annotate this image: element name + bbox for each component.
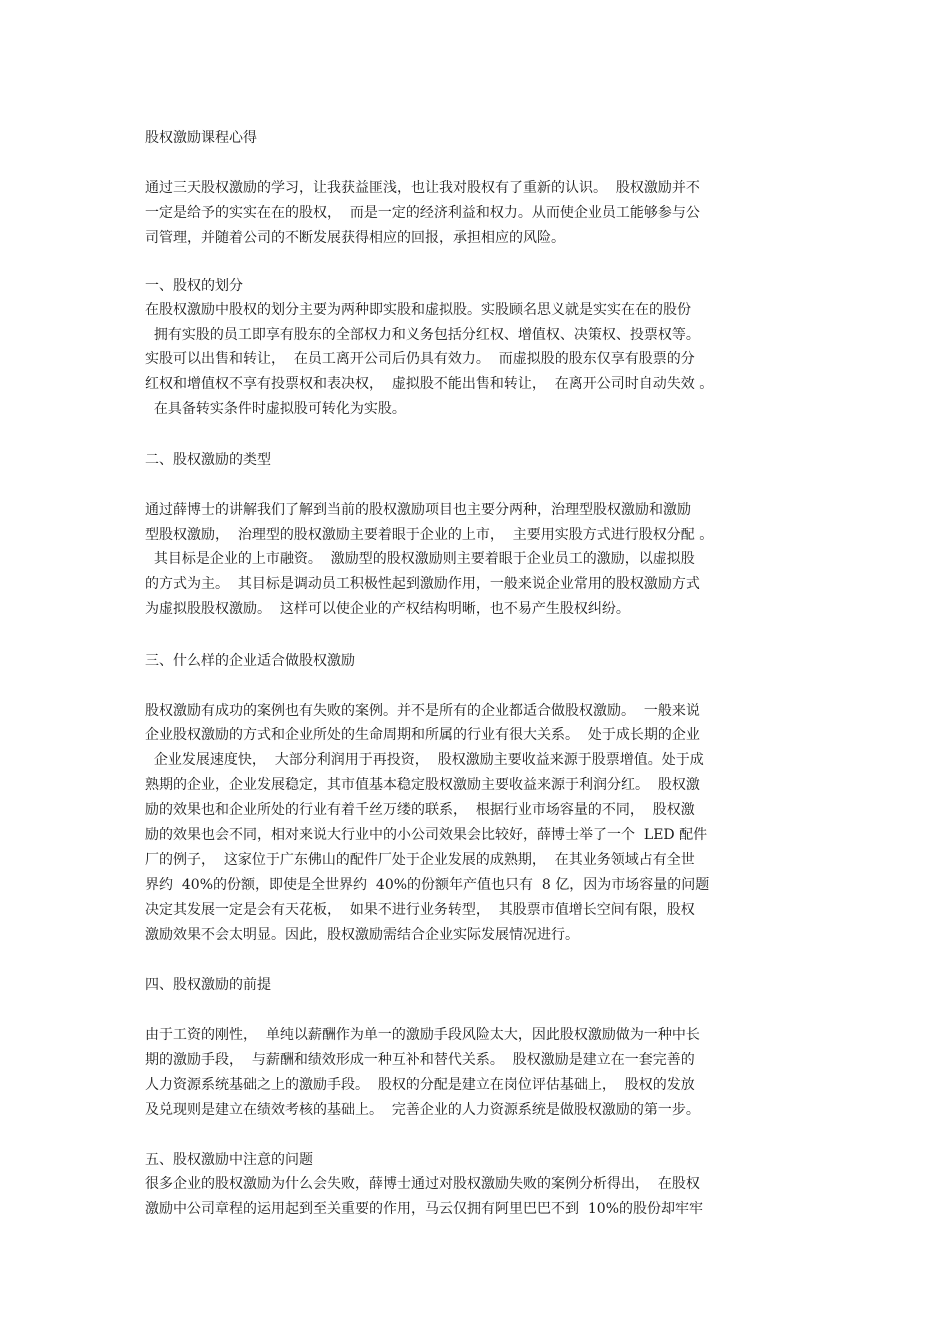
section-heading: 四、股权激励的前提	[145, 977, 271, 993]
paragraph-line: 为虚拟股股权激励。 这样可以使企业的产权结构明晰，也不易产生股权纠纷。	[145, 601, 630, 617]
section-heading: 三、什么样的企业适合做股权激励	[145, 653, 355, 669]
paragraph-line: 熟期的企业，企业发展稳定，其市值基本稳定股权激励主要收益来源于利润分红。 股权激	[145, 777, 700, 793]
paragraph-line: 及兑现则是建立在绩效考核的基础上。 完善企业的人力资源系统是做股权激励的第一步。	[145, 1102, 700, 1118]
paragraph-line: 由于工资的刚性， 单纯以薪酬作为单一的激励手段风险太大，因此股权激励做为一种中长	[145, 1027, 700, 1043]
document-title: 股权激励课程心得	[145, 130, 257, 146]
paragraph-line: 期的激励手段， 与薪酬和绩效形成一种互补和替代关系。 股权激励是建立在一套完善的	[145, 1052, 695, 1068]
paragraph-line: 厂的例子， 这家位于广东佛山的配件厂处于企业发展的成熟期， 在其业务领域占有全世	[145, 852, 695, 868]
paragraph-line: 激励中公司章程的运用起到至关重要的作用，马云仅拥有阿里巴巴不到 10%的股份却牢牢	[145, 1201, 704, 1217]
paragraph-line: 通过薛博士的讲解我们了解到当前的股权激励项目也主要分两种，治理型股权激励和激励	[145, 502, 691, 518]
paragraph-line: 拥有实股的员工即享有股东的全部权力和义务包括分红权、增值权、决策权、投票权等。	[145, 327, 700, 343]
paragraph-line: 其目标是企业的上市融资。 激励型的股权激励则主要着眼于企业员工的激励，以虚拟股	[145, 551, 695, 567]
paragraph-line: 很多企业的股权激励为什么会失败，薛博士通过对股权激励失败的案例分析得出， 在股权	[145, 1176, 700, 1192]
section-heading: 五、股权激励中注意的问题	[145, 1152, 313, 1168]
paragraph-line: 的方式为主。 其目标是调动员工积极性起到激励作用，一般来说企业常用的股权激励方式	[145, 576, 700, 592]
paragraph-line: 企业股权激励的方式和企业所处的生命周期和所属的行业有很大关系。 处于成长期的企业	[145, 727, 700, 743]
paragraph-line: 型股权激励， 治理型的股权激励主要着眼于企业的上市， 主要用实股方式进行股权分配 。	[145, 527, 714, 543]
paragraph-line: 在股权激励中股权的划分主要为两种即实股和虚拟股。实股顾名思义就是实实在在的股份	[145, 302, 691, 318]
paragraph-line: 通过三天股权激励的学习，让我获益匪浅，也让我对股权有了重新的认识。 股权激励并不	[145, 180, 700, 196]
paragraph-line: 在具备转实条件时虚拟股可转化为实股。	[145, 401, 406, 417]
paragraph-line: 红权和增值权不享有投票权和表决权， 虚拟股不能出售和转让， 在离开公司时自动失效 。	[145, 376, 714, 392]
paragraph-line: 决定其发展一定是会有天花板， 如果不进行业务转型， 其股票市值增长空间有限，股权	[145, 902, 695, 918]
paragraph-line: 股权激励有成功的案例也有失败的案例。并不是所有的企业都适合做股权激励。 一般来说	[145, 703, 700, 719]
paragraph-line: 励的效果也和企业所处的行业有着千丝万缕的联系， 根据行业市场容量的不同， 股权激	[145, 802, 695, 818]
paragraph-line: 实股可以出售和转让， 在员工离开公司后仍具有效力。 而虚拟股的股东仅享有股票的分	[145, 351, 695, 367]
section-heading: 二、股权激励的类型	[145, 452, 271, 468]
paragraph-line: 激励效果不会太明显。因此，股权激励需结合企业实际发展情况进行。	[145, 927, 579, 943]
paragraph-line: 一定是给予的实实在在的股权， 而是一定的经济利益和权力。从而使企业员工能够参与公	[145, 205, 700, 221]
paragraph-line: 司管理，并随着公司的不断发展获得相应的回报，承担相应的风险。	[145, 230, 565, 246]
paragraph-line: 人力资源系统基础之上的激励手段。 股权的分配是建立在岗位评估基础上， 股权的发放	[145, 1077, 695, 1093]
section-heading: 一、股权的划分	[145, 278, 243, 294]
paragraph-line: 界约 40%的份额，即使是全世界约 40%的份额年产值也只有 8 亿，因为市场容量的问题	[145, 877, 710, 893]
paragraph-line: 励的效果也会不同，相对来说大行业中的小公司效果会比较好，薛博士举了一个 LED 配件	[145, 827, 708, 843]
paragraph-line: 企业发展速度快， 大部分利润用于再投资， 股权激励主要收益来源于股票增值。处于成	[145, 752, 704, 768]
